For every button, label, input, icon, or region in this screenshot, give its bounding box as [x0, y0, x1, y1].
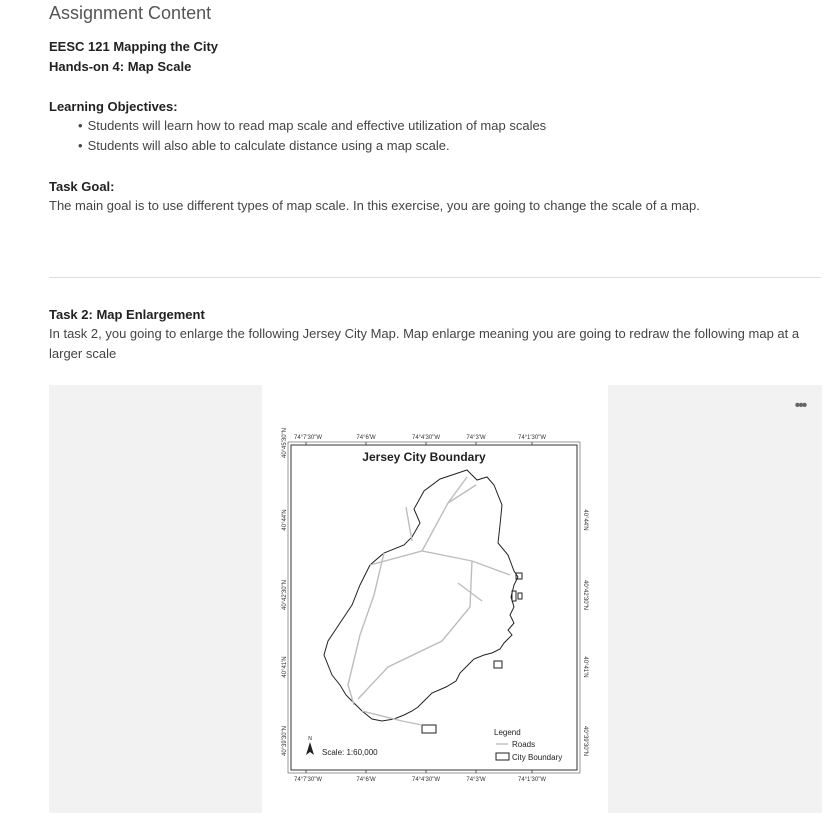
image-panel-right	[608, 385, 822, 813]
course-subtitle: Hands-on 4: Map Scale	[49, 59, 192, 74]
top-tick-label: 74°3'W	[466, 435, 486, 441]
left-tick-label: 40°41'N	[282, 656, 288, 678]
right-tick-label: 40°39'30"N	[582, 725, 588, 757]
north-label: N	[308, 736, 312, 742]
bottom-tick-label: 74°6'W	[356, 777, 376, 783]
objectives-list	[78, 116, 546, 156]
top-tick-label: 74°7'30"W	[293, 435, 323, 441]
map-image	[262, 385, 608, 813]
bottom-tick-label: 74°4'30"W	[411, 777, 441, 783]
top-tick-label: 74°6'W	[356, 435, 376, 441]
left-tick-label: 40°39'30"N	[282, 725, 288, 757]
left-tick-label: 40°44'N	[282, 509, 288, 531]
image-panel-left	[49, 385, 262, 813]
waterfront-piers	[422, 573, 522, 733]
bottom-tick-label: 74°1'30"W	[517, 777, 547, 783]
task-goal-heading: Task Goal:	[49, 179, 115, 194]
course-title: EESC 121 Mapping the City	[49, 39, 219, 54]
scale-text: Scale: 1:60,000	[322, 748, 378, 757]
map-outer-frame	[288, 442, 580, 773]
boundary-legend-icon	[496, 753, 509, 760]
roads	[348, 477, 510, 725]
task2-text: In task 2, you going to enlarge the following Jersey City Map. Map enlarge meaning you are going to redraw the following map at a larger scale	[49, 326, 800, 361]
left-tick-label: 40°42'30"N	[282, 579, 288, 611]
legend-boundary: City Boundary	[512, 753, 563, 762]
task-goal-text: The main goal is to use different types of map scale. In this exercise, you are going to change the scale of a map.	[49, 198, 700, 213]
jersey-city-map	[262, 385, 608, 813]
top-tick-label: 74°1'30"W	[517, 435, 547, 441]
bottom-tick-label: 74°3'W	[466, 777, 486, 783]
left-tick-label: 40°45'30"N	[282, 427, 288, 459]
top-tick-label: 74°4'30"W	[411, 435, 441, 441]
map-title: Jersey City Boundary	[362, 450, 486, 464]
map-frame	[291, 445, 577, 770]
right-tick-label: 40°44'N	[582, 509, 588, 531]
list-item: • Students will learn how to read map scale and effective utilization of map scales	[78, 116, 546, 136]
tick-marks	[306, 442, 532, 773]
bottom-tick-label: 74°7'30"W	[293, 777, 323, 783]
page-title: Assignment Content	[49, 3, 212, 23]
more-options-button[interactable]: •••	[794, 397, 806, 414]
right-tick-label: 40°41'N	[582, 656, 588, 678]
legend-roads: Roads	[512, 740, 536, 749]
list-item: • Students will also able to calculate distance using a map scale.	[78, 136, 546, 156]
legend-title: Legend	[494, 728, 521, 737]
north-arrow-icon	[306, 742, 314, 755]
city-boundary	[324, 470, 518, 721]
objectives-heading: Learning Objectives:	[49, 99, 178, 114]
task2-heading: Task 2: Map Enlargement	[49, 307, 205, 322]
right-tick-label: 40°42'30"N	[582, 579, 588, 611]
divider	[49, 277, 821, 278]
